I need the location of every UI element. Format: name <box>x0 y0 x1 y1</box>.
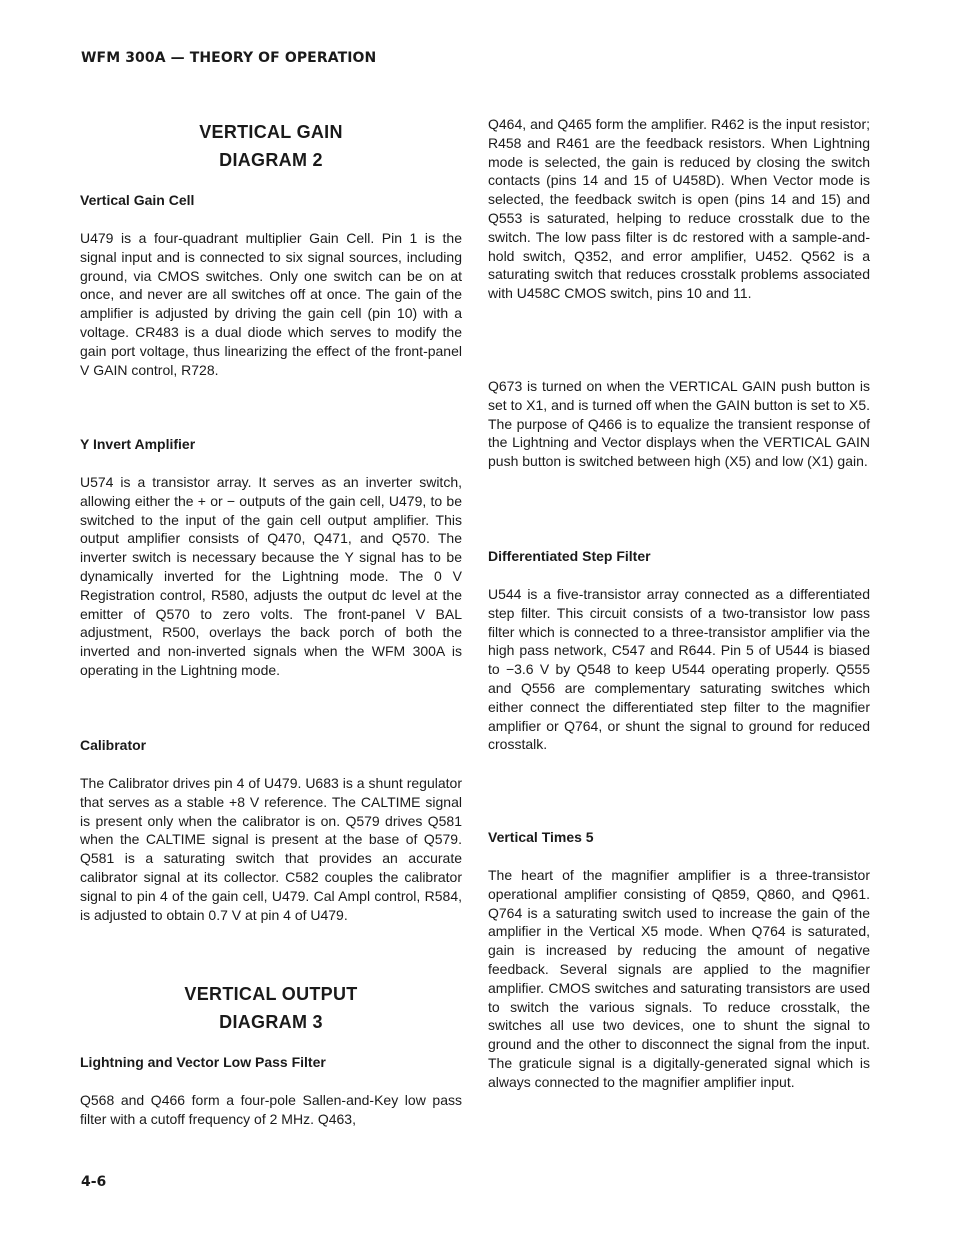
subsection-heading: Differentiated Step Filter <box>488 548 651 564</box>
vertical-output-heading <box>80 980 462 1036</box>
diagram-number: DIAGRAM 2 <box>219 150 323 170</box>
gain-cell-section <box>80 191 462 379</box>
page-number: 4-6 <box>81 1174 107 1190</box>
section-title: VERTICAL OUTPUT <box>184 984 358 1004</box>
y-invert-section <box>80 435 462 680</box>
paragraph: U479 is a four-quadrant multiplier Gain Cell. Pin 1 is the signal input and is connected to six signal sources, including ground, via CMOS switches. Only one switch can be on at once, and never are all switches off at once. The gain of the amplifier is adjusted by driving the gain cell (pin 10) with a voltage. CR483 is a dual diode which serves to modify the gain port voltage, thus linearizing the effect of the front-panel V GAIN control, R728. <box>80 230 462 378</box>
continued-section <box>488 115 870 303</box>
subsection-heading: Calibrator <box>80 737 147 753</box>
subsection-heading: Vertical Gain Cell <box>80 192 195 208</box>
paragraph: Q673 is turned on when the VERTICAL GAIN push button is set to X1, and is turned off when the GAIN button is set to X5. The purpose of Q466 is to equalize the transient response of the Lightning and Vector displays when the VERTICAL GAIN push button is switched between high (X5) and low (X1) gain. <box>488 378 870 470</box>
paragraph: Q464, and Q465 form the amplifier. R462 is the input resistor; R458 and R461 are the feedback resistors. When Lightning mode is selected, the gain is reduced by closing the switch contacts (pins 14 and 15 of U458D). When Vector mode is selected, the feedback switch is open (pins 14 and 15) and Q553 is saturated, helping to reduce crosstalk due to the switch. The low pass filter is dc restored with a sample-and-hold switch, Q352, and error amplifier, U452. Q562 is a saturating switch that reduces crosstalk problems associated with U458C CMOS switch, pins 10 and 11. <box>488 116 870 302</box>
vertical-gain-heading <box>80 118 462 174</box>
paragraph: The heart of the magnifier amplifier is a three-transistor operational amplifier consisting of Q859, Q860, and Q961. Q764 is a saturating switch used to increase the gain of the amplifier in the Vertical X5 mode. When Q764 is saturated, gain is increased by reducing the amount of negative feedback. Several signals are applied to the magnifier amplifier. CMOS switches and saturating transistors are used to switch the various signals. To reduce crosstalk, the switches all use two devices, one to shunt the signal to ground and the other to disconnect the signal from the input. The graticule signal is a digitally-generated signal which is always connected to the magnifier amplifier input. <box>488 867 870 1090</box>
running-header: WFM 300A — THEORY OF OPERATION <box>81 50 377 66</box>
paragraph: Q568 and Q466 form a four-pole Sallen-and-Key low pass filter with a cutoff frequency of 2 MHz. Q463, <box>80 1092 462 1127</box>
diagram-number: DIAGRAM 3 <box>219 1012 323 1032</box>
section-title: VERTICAL GAIN <box>199 122 343 142</box>
subsection-heading: Lightning and Vector Low Pass Filter <box>80 1054 326 1070</box>
paragraph: U574 is a transistor array. It serves as an inverter switch, allowing either the + or − outputs of the gain cell, U479, to be switched to the input of the gain cell output amplifier. This output amplifier consists of Q470, Q471, and Q570. The inverter switch is necessary because the Y signal has to be dynamically inverted for the Lightning mode. The 0 V Registration control, R580, adjusts the output dc level at the emitter of Q570 to zero volts. The front-panel V BAL adjustment, R500, overlays the back porch of both the inverted and non-inverted signals when the WFM 300A is operating in the Lightning mode. <box>80 474 462 678</box>
subsection-heading: Vertical Times 5 <box>488 829 594 845</box>
times5-section <box>488 828 870 1092</box>
paragraph: U544 is a five-transistor array connected as a differentiated step filter. This circuit consists of a two-transistor low pass filter which is connected to a three-transistor amplifier via the high pass network, C547 and R644. Pin 5 of U544 is biased to −3.6 V by Q548 to keep U544 operating properly. Q555 and Q556 are complementary saturating switches which either connect the differentiated step filter to the magnifier amplifier or Q764, or shunt the signal to ground for reduced crosstalk. <box>488 586 870 753</box>
lowpass-section <box>80 1053 462 1129</box>
subsection-heading: Y Invert Amplifier <box>80 436 196 452</box>
paragraph: The Calibrator drives pin 4 of U479. U683 is a shunt regulator that serves as a stable +8 V reference. The CALTIME signal is present only when the calibrator is on. Q579 drives Q581 when the CALTIME signal is present at the base of Q579. Q581 is a saturating switch that provides an accurate calibrator signal at its collector. C582 couples the calibrator signal to pin 4 of the gain cell, U479. Cal Ampl control, R584, is adjusted to obtain 0.7 V at pin 4 of U479. <box>80 775 462 923</box>
diff-step-section <box>488 547 870 754</box>
q673-section <box>488 377 870 471</box>
calibrator-section <box>80 736 462 924</box>
